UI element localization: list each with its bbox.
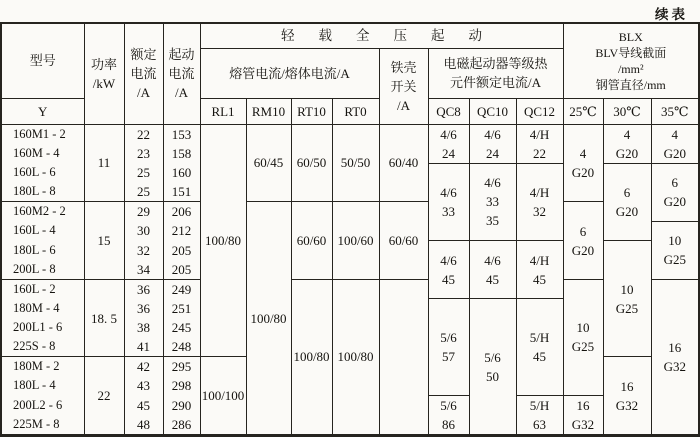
cell-line: G32	[615, 397, 639, 413]
rated-current-cell: 25	[124, 163, 163, 182]
sec-25c-cell	[563, 279, 603, 395]
cell-line: 63	[533, 417, 546, 432]
cell-line: 4/6	[440, 126, 457, 142]
header-wire-section	[563, 23, 699, 98]
cell-line: 起动	[168, 47, 195, 63]
rated-current-cell: 30	[124, 221, 163, 240]
starting-current-cell: 212	[163, 221, 200, 240]
cell-line: 5/6	[484, 349, 501, 365]
cell-line: /A	[397, 97, 410, 113]
power-cell: 11	[84, 124, 124, 202]
cell-line: 4/6	[484, 126, 501, 142]
cell-line: BLX	[618, 29, 643, 44]
sec-35c-cell	[651, 124, 699, 163]
rated-current-cell: 42	[124, 357, 163, 377]
col-30c: 30℃	[603, 98, 651, 124]
rt10-cell: 100/80	[291, 279, 332, 435]
power-cell: 18. 5	[84, 279, 124, 357]
cell-line: 电流	[168, 66, 195, 82]
starting-current-cell: 206	[163, 202, 200, 222]
cell-line: /kW	[92, 75, 116, 91]
header-magnetic-starter	[428, 48, 563, 98]
rm10-cell: 100/80	[246, 202, 291, 436]
model-cell: 225S - 8	[1, 337, 84, 357]
col-35c: 35℃	[651, 98, 699, 124]
power-cell: 15	[84, 202, 124, 280]
qc10-cell	[469, 124, 516, 163]
header-model: 型号	[1, 23, 84, 98]
cell-line: 4	[579, 145, 587, 161]
cell-line: 35	[486, 213, 499, 229]
header-rated-current	[124, 23, 163, 124]
cell-line: 功率	[90, 56, 117, 72]
motor-starting-table	[0, 22, 700, 437]
cell-line: 45	[533, 349, 546, 365]
rated-current-cell: 25	[124, 182, 163, 202]
cell-line: 6	[671, 175, 679, 191]
table-continuation-label: 续表	[655, 7, 688, 22]
cell-line: G25	[571, 339, 595, 355]
cell-line: 6	[579, 223, 587, 239]
starting-current-cell: 158	[163, 144, 200, 163]
cell-line: 4/H	[529, 184, 550, 200]
sec-25c-cell	[563, 202, 603, 280]
starting-current-cell: 160	[163, 163, 200, 182]
cell-line: /A	[175, 85, 188, 101]
qc10-cell	[469, 299, 516, 436]
cell-line: 24	[486, 145, 499, 161]
rt0-cell: 100/80	[332, 279, 379, 435]
model-cell: 160L - 6	[1, 163, 84, 182]
model-cell: 180M - 4	[1, 299, 84, 318]
table-row	[1, 202, 699, 222]
starting-current-cell: 290	[163, 396, 200, 415]
qc12-cell	[516, 299, 563, 396]
rt0-cell: 50/50	[332, 124, 379, 202]
cell-line: 5/6	[440, 398, 457, 413]
cell-line: /mm²	[617, 61, 644, 76]
switch-cell: 60/60	[379, 202, 428, 280]
cell-line: 5/H	[529, 398, 550, 413]
starting-current-cell: 248	[163, 337, 200, 357]
cell-line: 4/H	[529, 252, 550, 268]
rated-current-cell: 43	[124, 376, 163, 395]
rated-current-cell: 23	[124, 144, 163, 163]
rt10-cell: 60/50	[291, 124, 332, 202]
model-cell: 180M - 2	[1, 357, 84, 377]
cell-line: 32	[533, 203, 546, 219]
qc8-cell	[428, 241, 469, 299]
model-cell: 180L - 8	[1, 182, 84, 202]
model-cell: 160M1 - 2	[1, 124, 84, 144]
sec-25c-cell	[563, 124, 603, 202]
sec-30c-cell	[603, 163, 651, 241]
rated-current-cell: 32	[124, 241, 163, 260]
cell-line: 5/H	[529, 330, 550, 346]
starting-current-cell: 205	[163, 241, 200, 260]
cell-line: G20	[571, 164, 595, 180]
rl1-cell: 100/100	[200, 357, 246, 436]
header-power	[84, 23, 124, 124]
header-fuse-current: 熔管电流/熔体电流/A	[200, 48, 379, 98]
qc12-cell	[516, 241, 563, 299]
model-cell: 160L - 4	[1, 221, 84, 240]
rated-current-cell: 45	[124, 396, 163, 415]
cell-line: G20	[663, 194, 686, 210]
qc8-cell	[428, 396, 469, 436]
col-rm10: RM10	[246, 98, 291, 124]
cell-line: 4	[671, 126, 679, 142]
cell-line: 50	[486, 368, 499, 384]
rated-current-cell: 29	[124, 202, 163, 222]
col-qc8: QC8	[428, 98, 469, 124]
sec-35c-cell	[651, 221, 699, 279]
sec-35c-cell	[651, 279, 699, 435]
starting-current-cell: 251	[163, 299, 200, 318]
model-cell: 180L - 6	[1, 241, 84, 260]
cell-line: G25	[663, 252, 686, 268]
cell-line: /A	[137, 85, 150, 101]
cell-line: 铁壳	[390, 59, 417, 75]
model-cell: 200L - 8	[1, 260, 84, 280]
qc12-cell	[516, 124, 563, 163]
col-rt0: RT0	[332, 98, 379, 124]
qc8-cell	[428, 163, 469, 241]
cell-line: 4/6	[440, 252, 457, 268]
starting-current-cell: 249	[163, 279, 200, 299]
cell-line: 57	[442, 349, 455, 365]
table-body	[1, 124, 699, 436]
col-rl1: RL1	[200, 98, 246, 124]
model-cell: 225M - 8	[1, 415, 84, 436]
cell-line: 24	[442, 145, 455, 161]
starting-current-cell: 151	[163, 182, 200, 202]
table-row	[1, 124, 699, 144]
starting-current-cell: 245	[163, 318, 200, 337]
header-starting-current	[163, 23, 200, 124]
sec-35c-cell	[651, 163, 699, 221]
table-row	[1, 23, 699, 48]
cell-line: 33	[442, 203, 455, 219]
header-iron-clad-switch	[379, 48, 428, 124]
rated-current-cell: 36	[124, 279, 163, 299]
cell-line: BLV导线截面	[595, 45, 667, 60]
cell-line: G20	[615, 145, 639, 161]
cell-line: 86	[442, 417, 455, 432]
rm10-cell: 60/45	[246, 124, 291, 202]
qc8-cell	[428, 299, 469, 396]
cell-line: 10	[668, 233, 682, 249]
col-qc12: QC12	[516, 98, 563, 124]
cell-line: 4/6	[484, 252, 501, 268]
cell-line: G25	[615, 300, 639, 316]
qc12-cell	[516, 163, 563, 241]
starting-current-cell: 205	[163, 260, 200, 280]
cell-line: 45	[486, 271, 499, 287]
cell-line: 4/6	[440, 184, 457, 200]
cell-line: 元件额定电流/A	[449, 75, 541, 90]
cell-line: 10	[620, 281, 634, 297]
col-rt10: RT10	[291, 98, 332, 124]
cell-line: 开关	[390, 78, 417, 94]
rated-current-cell: 38	[124, 318, 163, 337]
starting-current-cell: 286	[163, 415, 200, 436]
cell-line: 电磁起动器等级热	[443, 56, 548, 71]
starting-current-cell: 153	[163, 124, 200, 144]
starting-current-cell: 295	[163, 357, 200, 377]
cell-line: 45	[442, 271, 455, 287]
col-25c: 25℃	[563, 98, 603, 124]
cell-line: G20	[615, 203, 639, 219]
model-cell: 200L2 - 6	[1, 396, 84, 415]
cell-line: 33	[486, 194, 499, 210]
cell-line: 4/6	[484, 175, 501, 191]
sec-25c-cell	[563, 396, 603, 436]
cell-line: 45	[533, 271, 546, 287]
switch-cell: 60/40	[379, 124, 428, 202]
cell-line: G32	[663, 358, 686, 374]
cell-line: G32	[571, 417, 595, 432]
cell-line: 16	[576, 398, 590, 413]
switch-cell	[379, 279, 428, 435]
starting-current-cell: 298	[163, 376, 200, 395]
header-light-load-full-voltage-start: 轻载全压起动	[200, 23, 563, 48]
qc10-cell	[469, 241, 516, 299]
rt10-cell: 60/60	[291, 202, 332, 280]
table-row	[1, 279, 699, 299]
rated-current-cell: 34	[124, 260, 163, 280]
cell-line: 额定	[130, 47, 157, 63]
cell-line: 钢管直径/mm	[595, 77, 666, 92]
cell-line: 16	[668, 339, 682, 355]
model-cell: 160M - 4	[1, 144, 84, 163]
rated-current-cell: 48	[124, 415, 163, 436]
rl1-cell: 100/80	[200, 124, 246, 357]
col-qc10: QC10	[469, 98, 516, 124]
sec-30c-cell	[603, 357, 651, 436]
rated-current-cell: 22	[124, 124, 163, 144]
qc10-cell	[469, 163, 516, 241]
cell-line: 16	[620, 378, 634, 394]
rated-current-cell: 41	[124, 337, 163, 357]
model-cell: 160M2 - 2	[1, 202, 84, 222]
qc12-cell	[516, 396, 563, 436]
power-cell: 22	[84, 357, 124, 436]
header-series-y: Y	[1, 98, 84, 124]
cell-line: 22	[533, 145, 546, 161]
model-cell: 200L1 - 6	[1, 318, 84, 337]
cell-line: 4/H	[529, 126, 550, 142]
table-header	[1, 23, 699, 124]
cell-line: 6	[623, 184, 631, 200]
cell-line: 10	[576, 320, 590, 336]
model-cell: 160L - 2	[1, 279, 84, 299]
sec-30c-cell	[603, 124, 651, 163]
cell-line: 5/6	[440, 330, 457, 346]
cell-line: G20	[663, 145, 686, 161]
rated-current-cell: 36	[124, 299, 163, 318]
rt0-cell: 100/60	[332, 202, 379, 280]
model-cell: 180L - 4	[1, 376, 84, 395]
cell-line: G20	[571, 242, 595, 258]
cell-line: 电流	[130, 66, 157, 82]
cell-line: 4	[623, 126, 631, 142]
qc8-cell	[428, 124, 469, 163]
sec-30c-cell	[603, 241, 651, 357]
